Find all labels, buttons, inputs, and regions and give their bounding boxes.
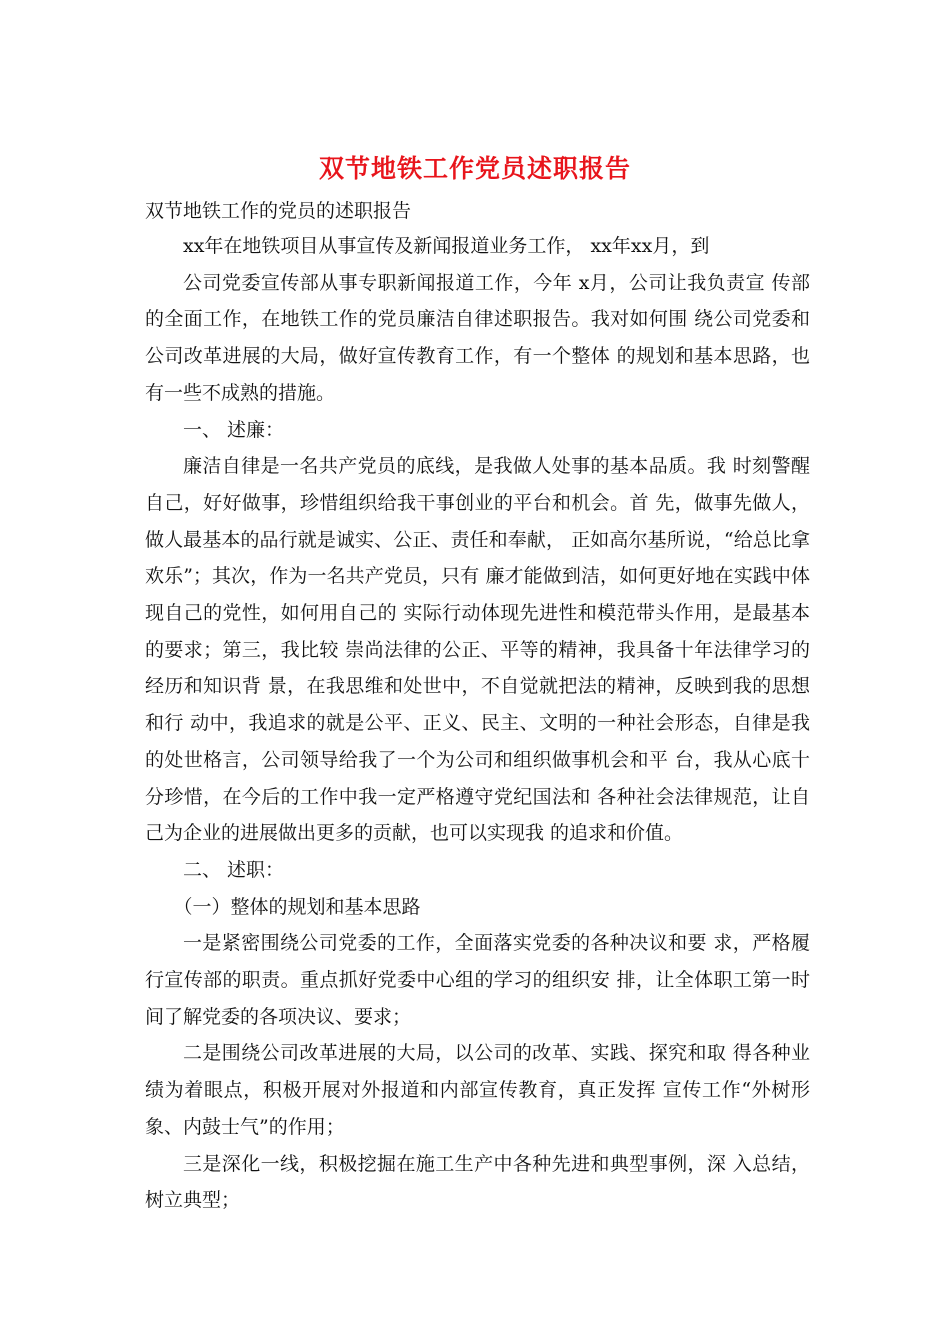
paragraph-intro-1: xx年在地铁项目从事宣传及新闻报道业务工作， xx年xx月，到 xyxy=(183,235,710,257)
paragraph-plan-3: 三是深化一线，积极挖掘在施工生产中各种先进和典型事例，深 入总结，树立典型； xyxy=(145,1152,810,1212)
document-body xyxy=(145,196,810,1219)
paragraph-integrity: 廉洁自律是一名共产党员的底线，是我做人处事的基本品质。我 时刻警醒自己，好好做事，珍惜组织给我干事创业的平台和机会。首 先，做事先做人，做人最基本的品行就是诚实、公正、责任和奉献， 正如高尔基所说，“给总比拿欢乐”；其次，作为一名共产党员，只有 廉才能做到洁，如何更好地在实践中体现自己的党性，如何用自己的 实际行动体现先进性和模范带头作用，是最基本的要求；第三，我比较 崇尚法律的公正、平等的精神，我具备十年法律学习的经历和知识背 景，在我思维和处世中，不自觉就把法的精神，反映到我的思想和行 动中，我追求的就是公平、正义、民主、文明的一种社会形态，自律是我的处世格言，公司领导给我了一个为公司和组织做事机会和平 台，我从心底十分珍惜，在今后的工作中我一定严格遵守党纪国法和 各种社会法律规范，让自己为企业的进展做出更多的贡献，也可以实现我 的追求和价值。 xyxy=(145,455,810,845)
subsection-heading-plan: （一）整体的规划和基本思路 xyxy=(173,895,421,918)
section-heading-duties: 二、 述职： xyxy=(183,858,285,881)
document-subtitle: 双节地铁工作的党员的述职报告 xyxy=(145,200,412,222)
paragraph-plan-2: 二是围绕公司改革进展的大局，以公司的改革、实践、探究和取 得各种业绩为着眼点，积极开展对外报道和内部宣传教育，真正发挥 宣传工作“外树形象、内鼓士气”的作用； xyxy=(145,1042,810,1138)
paragraph-intro-2: 公司党委宣传部从事专职新闻报道工作，今年 x月，公司让我负责宣 传部的全面工作，在地铁工作的党员廉洁自律述职报告。我对如何围 绕公司党委和公司改革进展的大局，做好宣传教育工作，有一个整体 的规划和基本思路，也有一些不成熟的措施。 xyxy=(145,271,810,404)
document-title: 双节地铁工作党员述职报告 xyxy=(318,154,631,183)
section-heading-integrity: 一、 述廉： xyxy=(183,418,285,441)
paragraph-plan-1: 一是紧密围绕公司党委的工作，全面落实党委的各种决议和要 求，严格履行宣传部的职责。重点抓好党委中心组的学习的组织安 排，让全体职工第一时间了解党委的各项决议、要求； xyxy=(145,932,810,1028)
